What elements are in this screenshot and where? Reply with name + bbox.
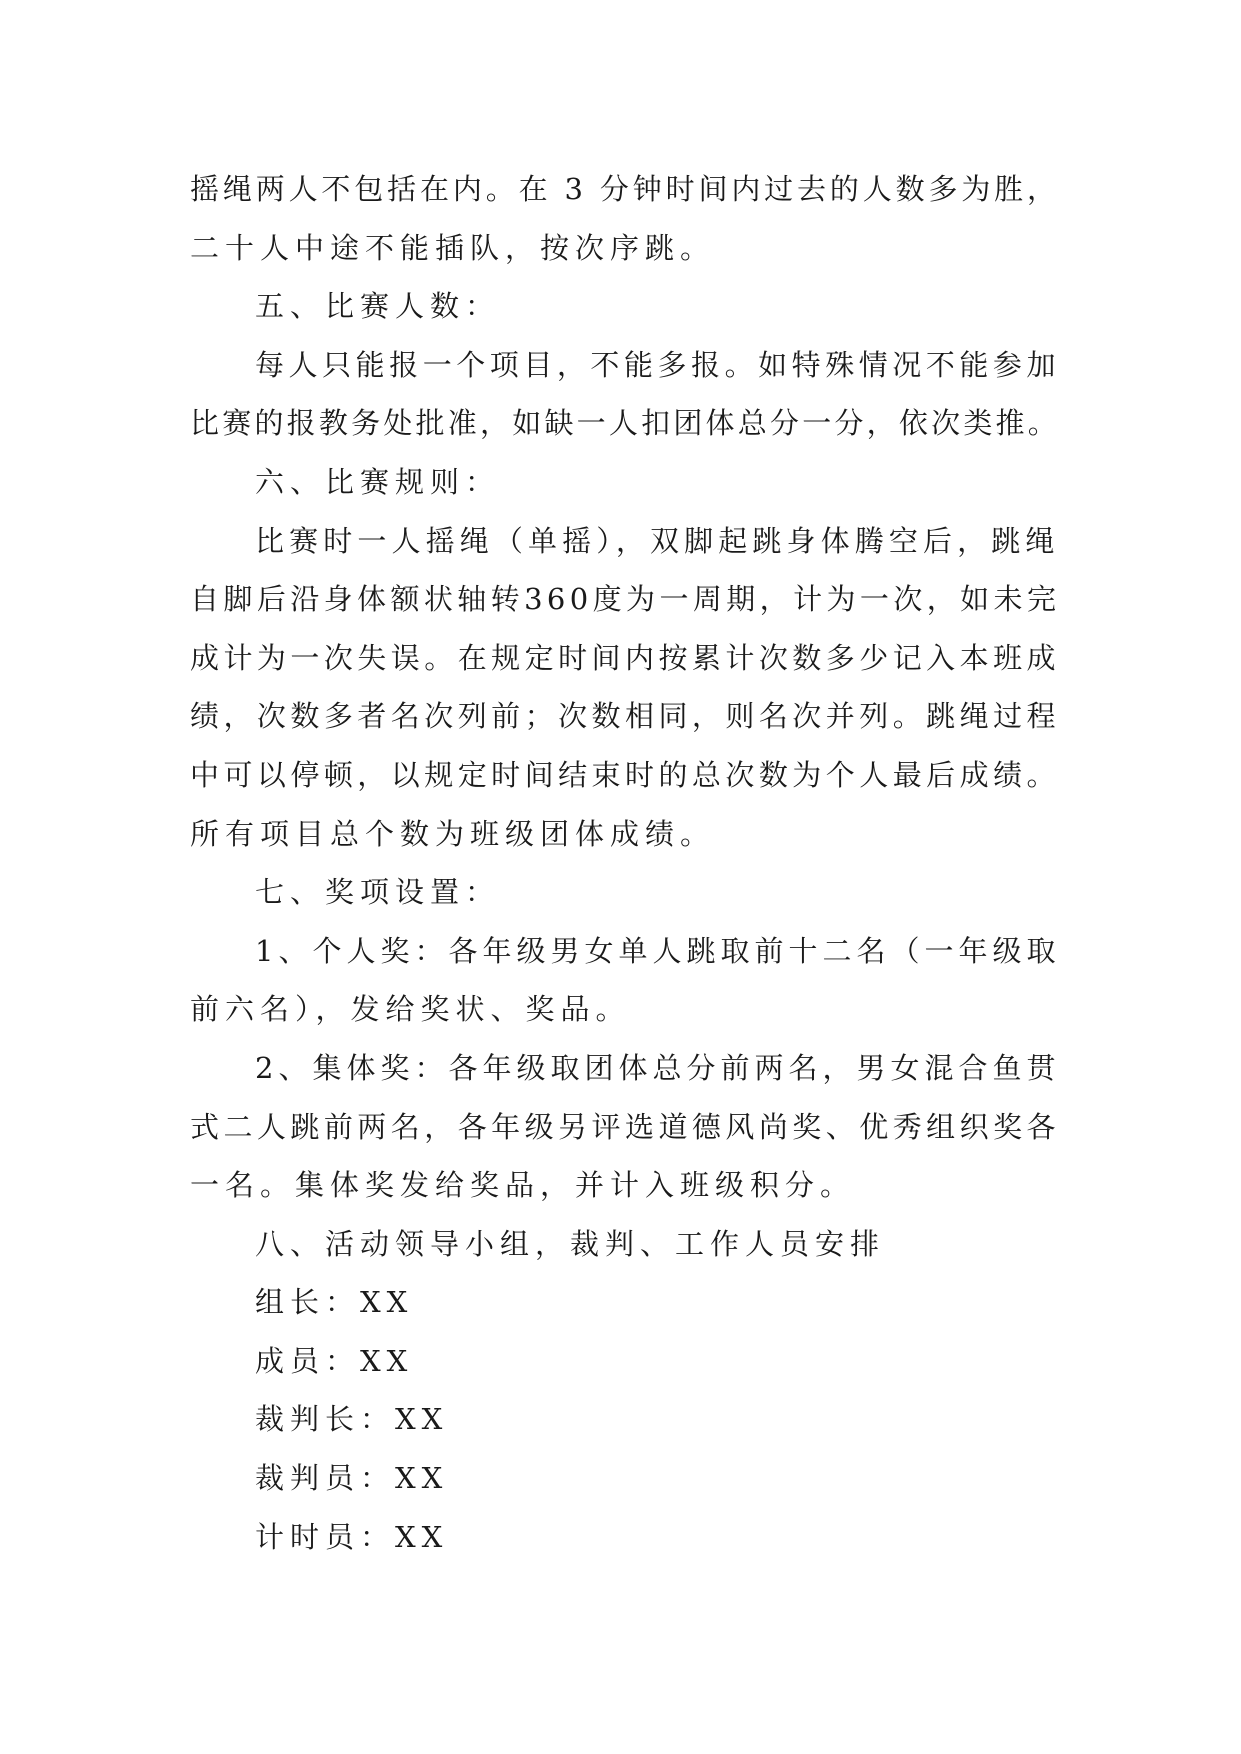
text-line: 绩，次数多者名次列前；次数相同，则名次并列。跳绳过程 [190,699,1061,734]
text-line: 摇绳两人不包括在内。在 3 分钟时间内过去的人数多为胜， [190,172,1060,206]
text-line: 比赛的报教务处批准，如缺一人扣团体总分一分，依次类推。 [190,406,1061,441]
staff-leader: 组长：XX [255,1285,414,1320]
staff-members: 成员：XX [255,1343,414,1378]
text-line: 一名。集体奖发给奖品，并计入班级积分。 [190,1168,856,1203]
text-line: 中可以停顿，以规定时间结束时的总次数为个人最后成绩。 [190,757,1061,792]
staff-timekeeper: 计时员：XX [255,1519,449,1554]
document-body [190,160,1060,1566]
text-line: 成计为一次失误。在规定时间内按累计次数多少记入本班成 [190,640,1061,675]
text-line: 二十人中途不能插队，按次序跳。 [190,230,716,265]
staff-chief-referee: 裁判长：XX [255,1402,449,1437]
text-line: 每人只能报一个项目，不能多报。如特殊情况不能参加 [255,347,1061,382]
text-line: 1、个人奖：各年级男女单人跳取前十二名（一年级取 [255,933,1061,968]
section-heading-5: 五、比赛人数： [255,289,501,324]
staff-referees: 裁判员：XX [255,1461,449,1496]
section-heading-8: 八、活动领导小组，裁判、工作人员安排 [255,1226,886,1261]
text-line: 比赛时一人摇绳（单摇），双脚起跳身体腾空后，跳绳 [255,523,1060,558]
text-line: 自脚后沿身体额状轴转360度为一周期，计为一次，如未完 [190,582,1061,617]
section-heading-7: 七、奖项设置： [255,875,501,910]
text-line: 2、集体奖：各年级取团体总分前两名，男女混合鱼贯 [255,1050,1061,1085]
text-line: 前六名），发给奖状、奖品。 [190,992,631,1027]
text-line: 式二人跳前两名，各年级另评选道德风尚奖、优秀组织奖各 [190,1109,1061,1144]
section-heading-6: 六、比赛规则： [255,464,501,499]
text-line: 所有项目总个数为班级团体成绩。 [190,816,716,851]
